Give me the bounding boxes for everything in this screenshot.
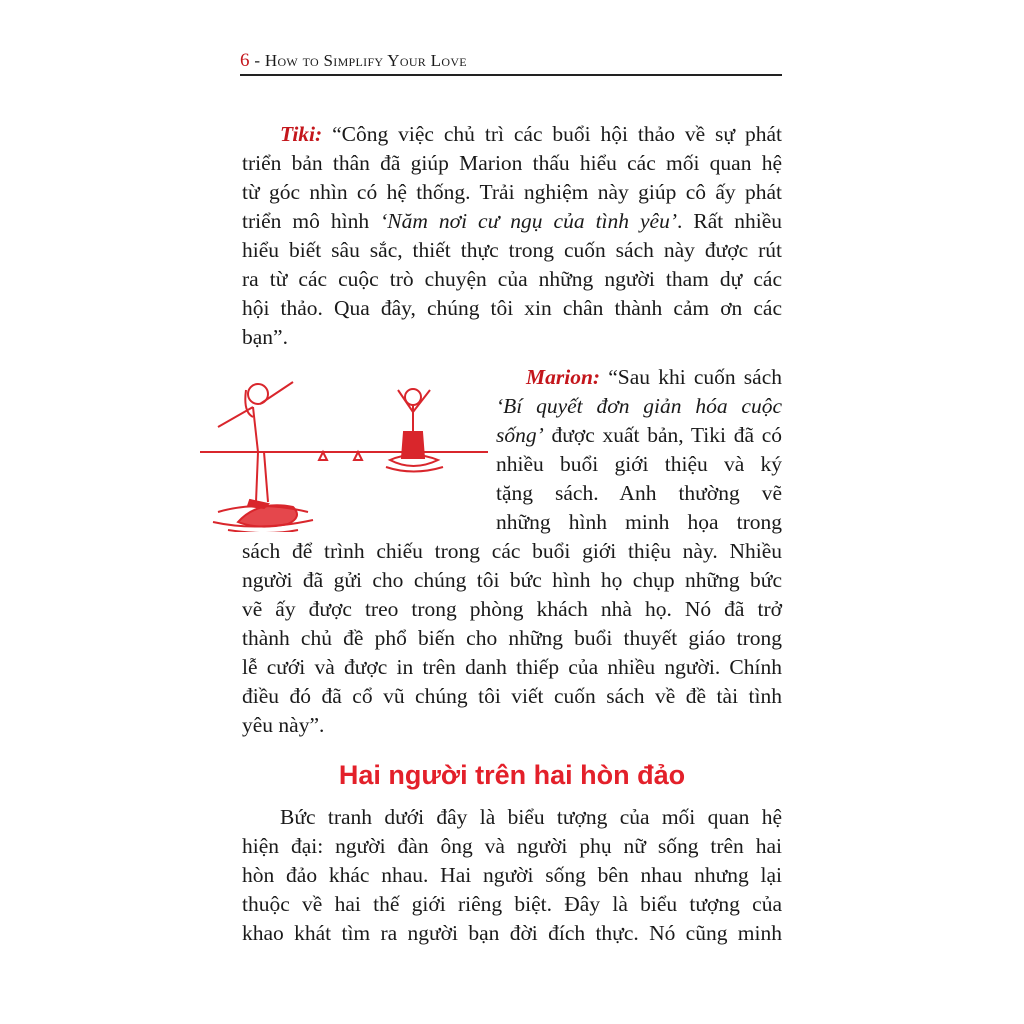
- running-header: [240, 50, 782, 76]
- text-line: vẽ ấy được treo trong phòng khách nhà họ. Nó đã trở: [242, 597, 782, 621]
- text-line: khao khát tìm ra người bạn đời đích thực. Nó cũng minh: [242, 921, 782, 945]
- text-line: [496, 421, 782, 450]
- book-title: How to Simplify Your Love: [264, 51, 467, 70]
- text: triển mô hình: [242, 209, 381, 233]
- text-line: [242, 207, 782, 236]
- text-line: người đã gửi cho chúng tôi bức hình họ chụp những bức: [242, 568, 782, 592]
- text-line: [526, 363, 782, 392]
- text-line: thuộc về hai thế giới riêng biệt. Đây là biểu tượng của: [242, 892, 782, 916]
- speaker-marion: Marion:: [526, 365, 601, 389]
- text-line: tặng sách. Anh thường vẽ: [496, 481, 782, 505]
- text-line: nhiều buổi giới thiệu và ký: [496, 452, 782, 476]
- text-line: bạn”.: [242, 325, 288, 349]
- text: . Rất nhiều: [677, 209, 782, 233]
- section-heading: Hai người trên hai hòn đảo: [338, 760, 686, 790]
- text-line: từ góc nhìn có hệ thống. Trải nghiệm này giúp cô ấy phát: [242, 180, 782, 204]
- text-line: [280, 120, 782, 149]
- text-line: Bức tranh dưới đây là biểu tượng của mối quan hệ: [280, 805, 782, 829]
- text-line: hội thảo. Qua đây, chúng tôi xin chân thành cảm ơn các: [242, 296, 782, 320]
- text-line: thành chủ đề phổ biến cho những buổi thuyết giáo trong: [242, 626, 782, 650]
- text: được xuất bản, Tiki đã có: [543, 423, 782, 447]
- text-line: những hình minh họa trong: [496, 510, 782, 534]
- italic-title: ‘Năm nơi cư ngụ của tình yêu’: [380, 209, 678, 233]
- text-line: điều đó đã cổ vũ chúng tôi viết cuốn sách về đề tài tình: [242, 684, 782, 708]
- text-line: hòn đảo khác nhau. Hai người sống bên nhau nhưng lại: [242, 863, 782, 887]
- italic-title: sống’: [496, 423, 544, 447]
- text-line: triển bản thân đã giúp Marion thấu hiểu các mối quan hệ: [242, 151, 782, 175]
- text-line: [496, 392, 782, 421]
- text-line: ra từ các cuộc trò chuyện của những người tham dự các: [242, 267, 782, 291]
- text-line: hiểu biết sâu sắc, thiết thực trong cuốn sách này được rút: [242, 238, 782, 262]
- text-line: yêu này”.: [242, 713, 325, 737]
- italic-title: ‘Bí quyết đơn giản hóa cuộc: [496, 394, 782, 418]
- header-separator: -: [249, 51, 265, 70]
- text-line: sách để trình chiếu trong các buổi giới thiệu này. Nhiều: [242, 539, 782, 563]
- text-line: hiện đại: người đàn ông và người phụ nữ sống trên hai: [242, 834, 782, 858]
- text: “Công việc chủ trì các buổi hội thảo về sự phát: [332, 122, 783, 146]
- speaker-tiki: Tiki:: [280, 122, 323, 146]
- text-line: lễ cưới và được in trên danh thiếp của nhiều người. Chính: [242, 655, 782, 679]
- two-islands-illustration: [198, 372, 498, 532]
- text: “Sau khi cuốn sách: [608, 365, 783, 389]
- page-number: 6: [240, 50, 250, 71]
